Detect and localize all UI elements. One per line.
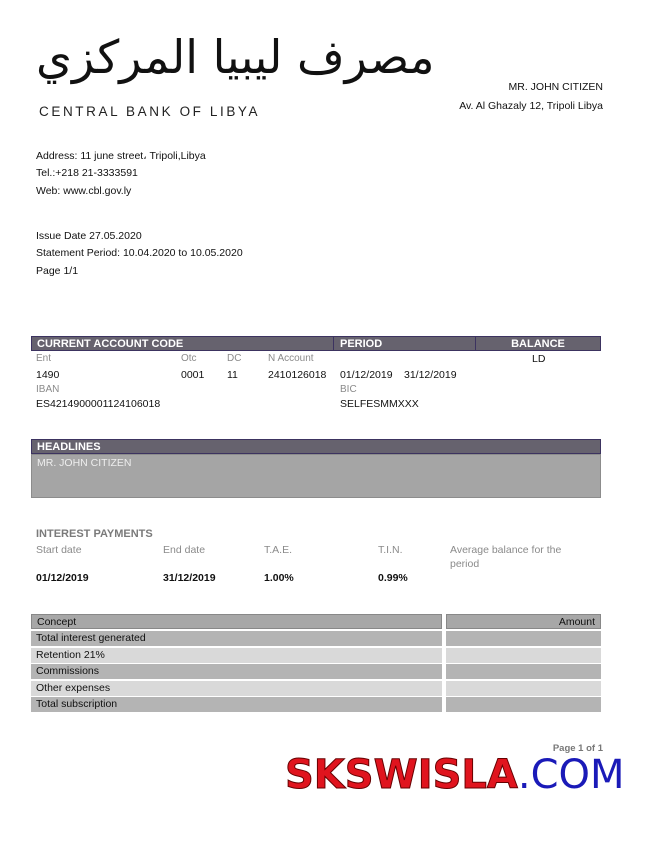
bic-value: SELFESMMXXX: [340, 398, 419, 410]
ent-label: Ent: [36, 353, 52, 364]
otc-value: 0001: [181, 369, 205, 381]
bank-tel: Tel.:+218 21-3333591: [36, 167, 138, 179]
avg-balance-label: Average balance for the: [450, 544, 562, 556]
recipient-name: MR. JOHN CITIZEN: [508, 81, 603, 93]
headlines-header: HEADLINES: [31, 439, 601, 454]
concept-row-label: Commissions: [31, 664, 442, 679]
tae-label: T.A.E.: [264, 544, 293, 556]
amount-header: Amount: [446, 614, 601, 629]
concept-header: Concept: [31, 614, 442, 629]
balance-header: BALANCE: [475, 336, 601, 351]
issue-date: Issue Date 27.05.2020: [36, 230, 142, 242]
watermark-suffix: .COM: [517, 752, 625, 798]
bank-address: Address: 11 june street، Tripoli,Libya: [36, 150, 206, 162]
period-header: PERIOD: [333, 336, 476, 351]
end-date-value: 31/12/2019: [163, 572, 216, 584]
concept-row-amount: [446, 697, 601, 712]
period-start: 01/12/2019: [340, 369, 393, 381]
watermark: [285, 752, 625, 798]
concept-row-amount: [446, 631, 601, 646]
concept-row-label: Total interest generated: [31, 631, 442, 646]
period-end: 31/12/2019: [404, 369, 457, 381]
headlines-box: [31, 454, 601, 498]
concept-row-amount: [446, 681, 601, 696]
n-account-value: 2410126018: [268, 369, 327, 381]
end-date-label: End date: [163, 544, 206, 556]
footer-page: Page 1 of 1: [552, 743, 603, 754]
n-account-label: N Account: [268, 353, 314, 364]
statement-period: Statement Period: 10.04.2020 to 10.05.2020: [36, 247, 243, 259]
balance-value: LD: [532, 353, 546, 365]
logo-english: CENTRAL BANK OF LIBYA: [39, 104, 261, 119]
dc-label: DC: [227, 353, 242, 364]
recipient-address: Av. Al Ghazaly 12, Tripoli Libya: [459, 100, 603, 112]
interest-title: INTEREST PAYMENTS: [36, 528, 153, 540]
concept-row-amount: [446, 664, 601, 679]
watermark-main: SKSWISLA: [285, 752, 518, 798]
bank-web: Web: www.cbl.gov.ly: [36, 185, 132, 197]
bic-label: BIC: [340, 384, 357, 395]
otc-label: Otc: [181, 353, 197, 364]
concept-row-label: Total subscription: [31, 697, 442, 712]
concept-row-label: Retention 21%: [31, 648, 442, 663]
concept-row-label: Other expenses: [31, 681, 442, 696]
page-number: Page 1/1: [36, 265, 79, 277]
iban-label: IBAN: [36, 384, 60, 395]
concept-row-amount: [446, 648, 601, 663]
avg-balance-label-2: period: [450, 558, 480, 570]
iban-value: ES4214900001124106018: [36, 398, 161, 410]
start-date-value: 01/12/2019: [36, 572, 89, 584]
account-code-header: CURRENT ACCOUNT CODE: [31, 336, 334, 351]
tin-label: T.I.N.: [378, 544, 403, 556]
logo-arabic: مصرف ليبيا المركزي: [36, 30, 435, 84]
tae-value: 1.00%: [264, 572, 294, 584]
ent-value: 1490: [36, 369, 60, 381]
holder-name: MR. JOHN CITIZEN: [37, 457, 132, 469]
dc-value: 11: [227, 369, 238, 381]
start-date-label: Start date: [36, 544, 82, 556]
tin-value: 0.99%: [378, 572, 408, 584]
